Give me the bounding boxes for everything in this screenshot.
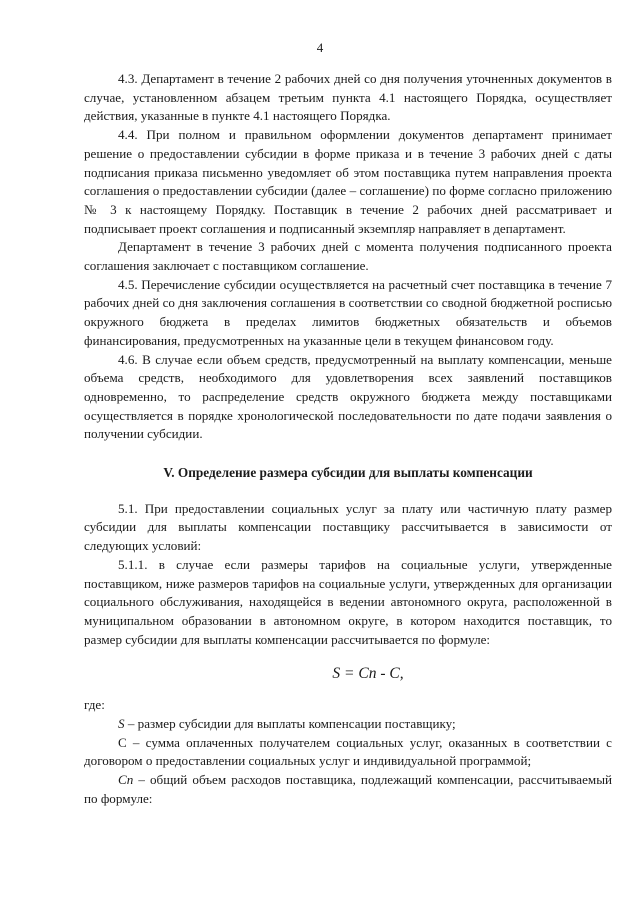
definition-c xyxy=(84,734,612,771)
section-heading: V. Определение размера субсидии для выплаты компенсации xyxy=(163,465,533,481)
paragraph-5-1-1: 5.1.1. в случае если размеры тарифов на социальные услуги, утвержденные поставщиком, ниже размеров тарифов на социальные услуги, утвержденных для организации социального обслуживания, находящейся в ведении автономного округа, расположенной в муниципальном образовании в автономном округе, в котором находится поставщик, то размер субсидии для выплаты компенсации рассчитывается по формуле: xyxy=(84,556,612,647)
definition-s xyxy=(84,715,612,734)
definition-symbol: C xyxy=(118,734,127,750)
paragraph-4-3: 4.3. Департамент в течение 2 рабочих дней со дня получения уточненных документов в случае, установленном абзацем третьим пункта 4.1 настоящего Порядка, осуществляет действия, указанные в пункте 4.1 настоящего Порядка. xyxy=(84,71,612,124)
paragraph-5-1: 5.1. При предоставлении социальных услуг за плату или частичную плату размер субсидии для выплаты компенсации поставщику рассчитывается в зависимости от следующих условий: xyxy=(84,500,612,554)
definition-cp xyxy=(84,771,612,808)
paragraph-4-6: 4.6. В случае если объем средств, предусмотренный на выплату компенсации, меньше объема средств, необходимого для удовлетворения всех заявлений поставщиков одновременно, то распределение средств окружного бюджета между поставщиками осуществляется в порядке хронологической последовательности по дате подачи заявления о получении субсидии. xyxy=(84,351,612,442)
page-number: 4 xyxy=(316,40,324,55)
definition-text: – сумма оплаченных получателем социальных услуг, оказанных в соответствии с договором о предоставлении социальных услуг и индивидуальной программой; xyxy=(84,734,612,769)
definition-text: – размер субсидии для выплаты компенсации поставщику; xyxy=(124,715,456,731)
definition-symbol: Cп xyxy=(118,771,134,787)
where-label: где: xyxy=(84,697,105,713)
paragraph-4-5: 4.5. Перечисление субсидии осуществляется на расчетный счет поставщика в течение 7 рабочих дней со дня заключения соглашения в соответствии со сводной бюджетной росписью окружного бюджета в пределах лимитов бюджетных обязательств и объемов финансирования, предусмотренных на указанные цели в текущем финансовом году. xyxy=(84,276,612,348)
definition-symbol: S xyxy=(118,715,125,731)
formula: S = Cп - C, xyxy=(332,665,404,683)
paragraph-4-4: 4.4. При полном и правильном оформлении документов департамент принимает решение о предоставлении субсидии в форме приказа и в течение 3 рабочих дней с даты подписания приказа письменно уведомляет об этом поставщика путем направления проекта соглашения о предоставлении субсидии (далее – соглашение) по форме согласно приложению № 3 к настоящему Порядку. Поставщик в течение 2 рабочих дней рассматривает и подписывает проект соглашения и подписанный экземпляр направляет в департамент. xyxy=(84,127,612,236)
page-content xyxy=(84,70,612,808)
paragraph-4-4-continued: Департамент в течение 3 рабочих дней с момента получения подписанного проекта соглашения заключает с поставщиком соглашение. xyxy=(84,239,612,274)
definition-text: – общий объем расходов поставщика, подлежащий компенсации, рассчитываемый по формуле: xyxy=(84,771,612,806)
